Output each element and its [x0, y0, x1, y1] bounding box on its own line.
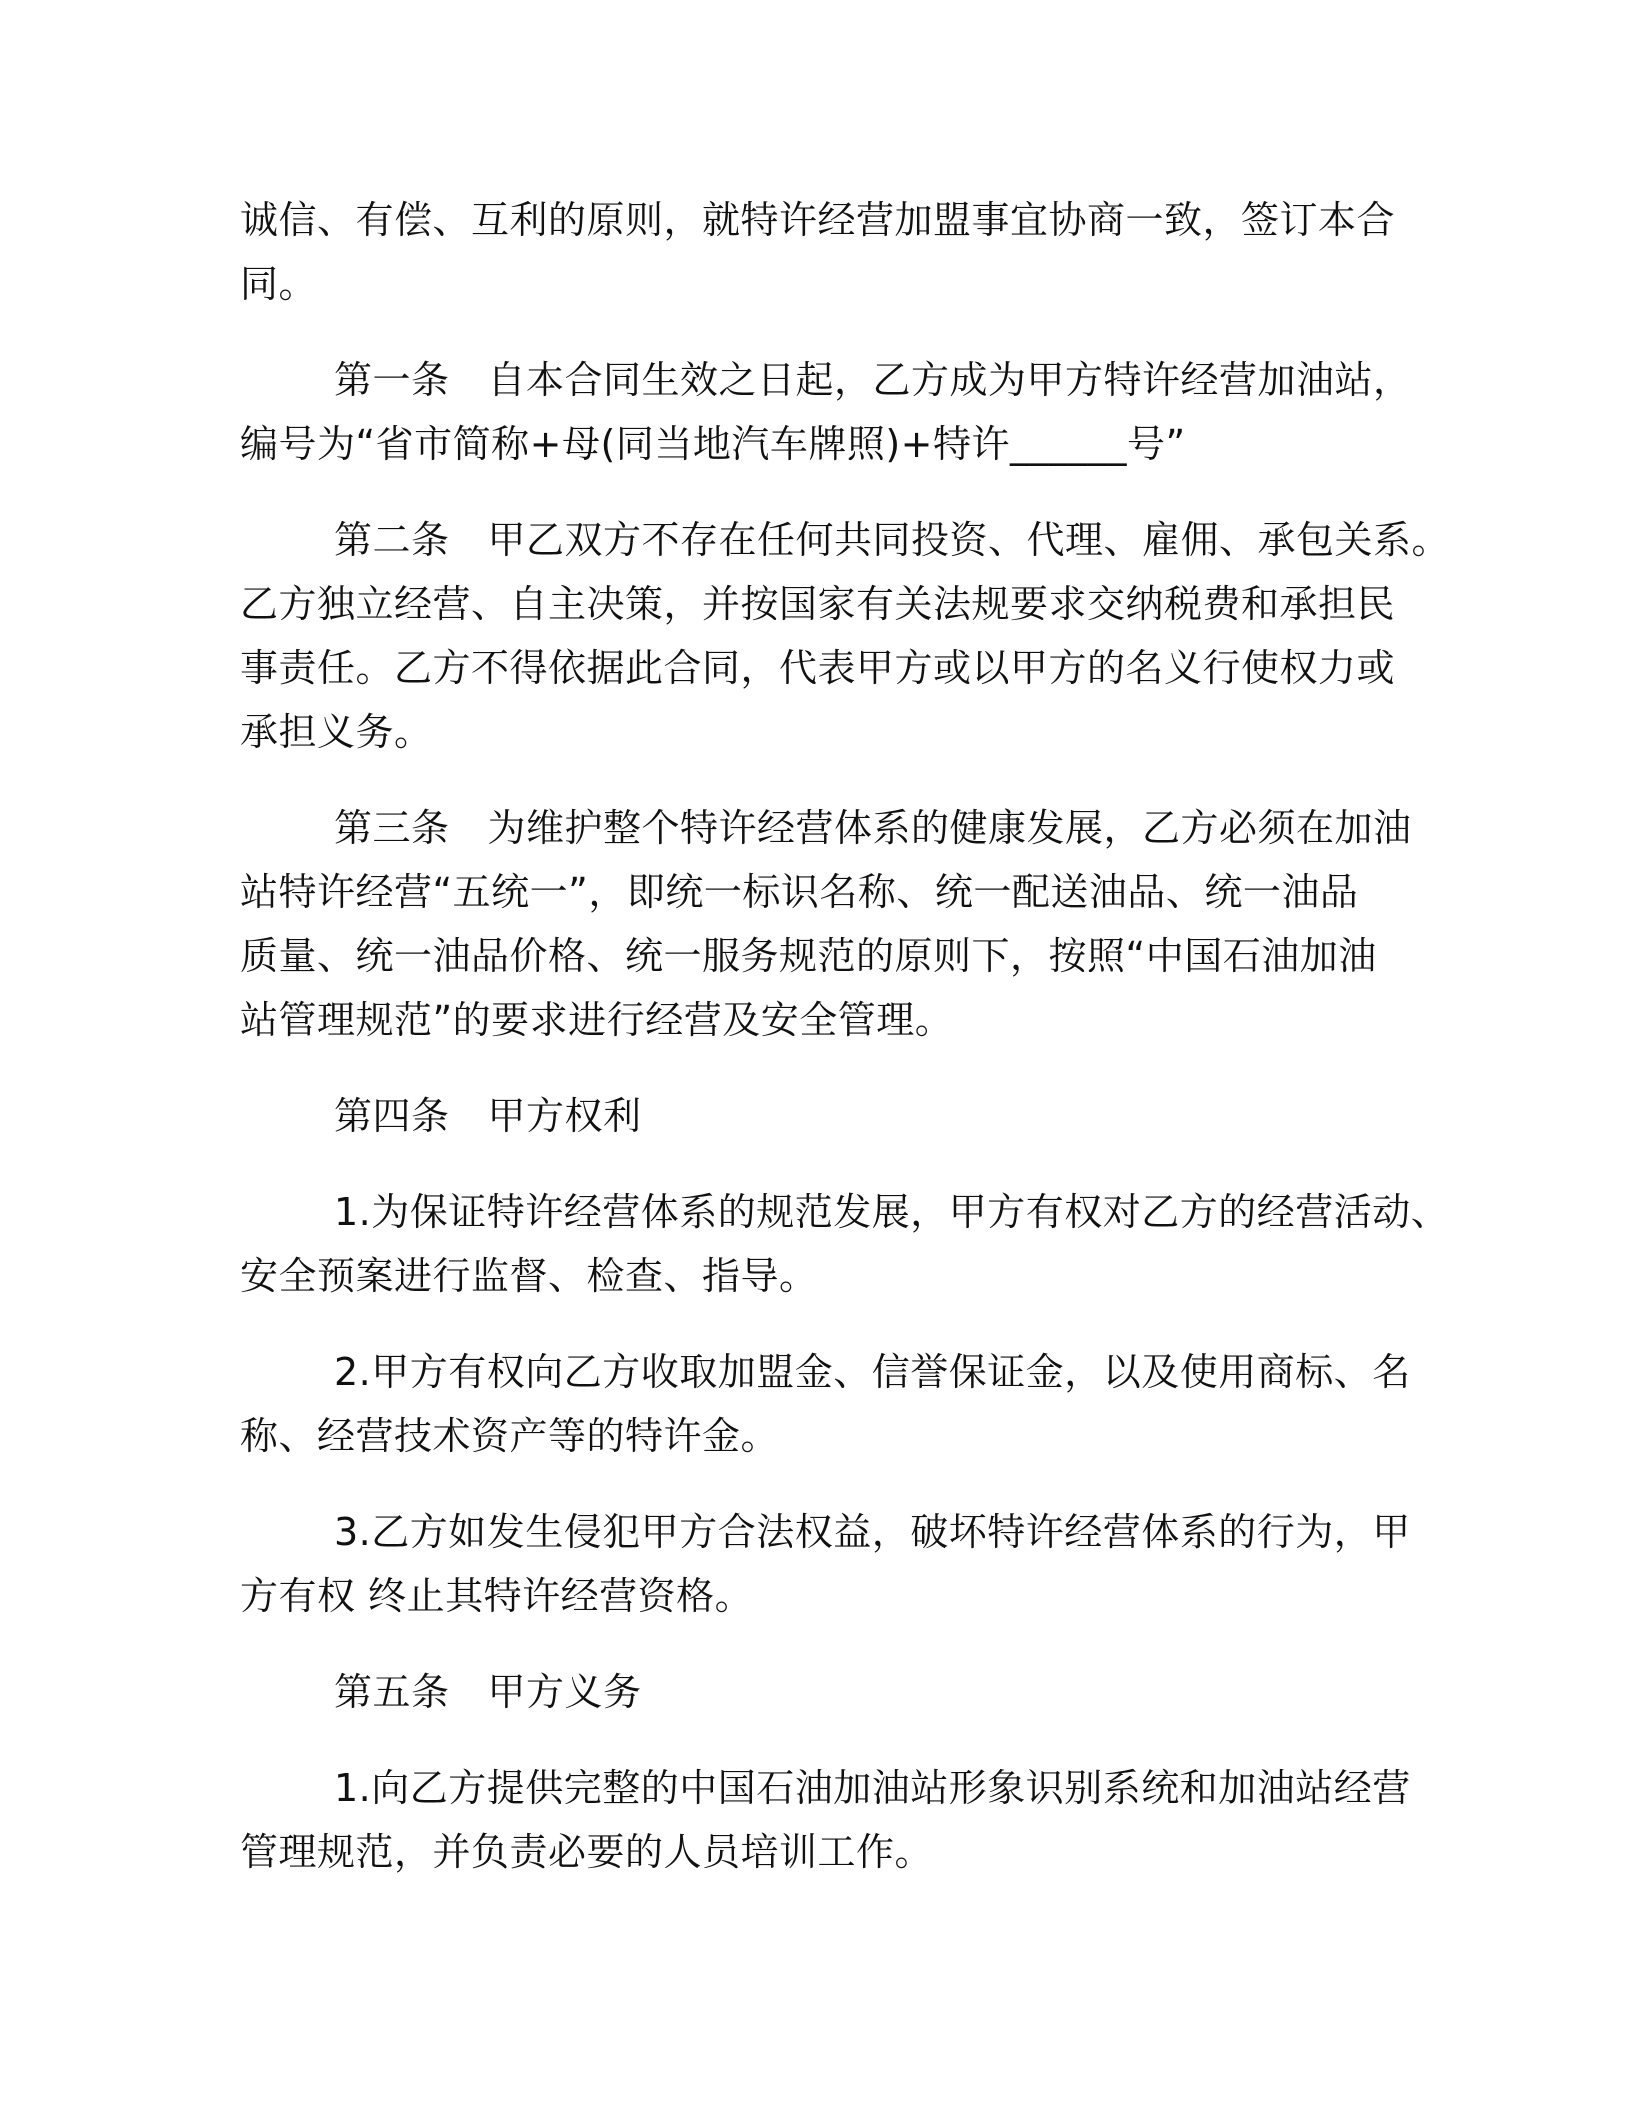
article-3-line-4: 站管理规范”的要求进行经营及安全管理。: [240, 998, 954, 1042]
article-3-text-1: 为维护整个特许经营体系的健康发展，乙方必须在加油: [487, 806, 1412, 850]
article-4-item-2-line-1: 2.甲方有权向乙方收取加盟金、信誉保证金，以及使用商标、名: [334, 1350, 1411, 1394]
article-4-heading: [334, 1092, 642, 1140]
article-4-item-2-line-2: 称、经营技术资产等的特许金。: [240, 1414, 780, 1458]
article-5-title: 甲方义务: [487, 1670, 642, 1714]
article-1-text-1: 自本合同生效之日起，乙方成为甲方特许经营加油站，: [487, 358, 1412, 402]
article-4-item-1-line-1: 1.为保证特许经营体系的规范发展，甲方有权对乙方的经营活动、: [334, 1190, 1450, 1234]
article-2-line-3: 事责任。乙方不得依据此合同，代表甲方或以甲方的名义行使权力或: [240, 646, 1396, 690]
intro-line-1: 诚信、有偿、互利的原则，就特许经营加盟事宜协商一致，签订本合: [240, 198, 1396, 242]
article-4-title: 甲方权利: [487, 1094, 642, 1138]
article-1-line-1: [334, 356, 1412, 404]
intro-line-2: 同。: [240, 262, 318, 306]
article-2-line-2: 乙方独立经营、自主决策，并按国家有关法规要求交纳税费和承担民: [240, 582, 1396, 626]
article-3-number: 第三条: [334, 806, 450, 850]
article-4-item-3-line-1: 3.乙方如发生侵犯甲方合法权益，破坏特许经营体系的行为，甲: [334, 1510, 1411, 1554]
article-5-number: 第五条: [334, 1670, 450, 1714]
article-5-item-1-line-2: 管理规范，并负责必要的人员培训工作。: [240, 1830, 934, 1874]
article-2-text-1: 甲乙双方不存在任何共同投资、代理、雇佣、承包关系。: [487, 518, 1451, 562]
article-3-line-1: [334, 804, 1412, 852]
article-4-item-3-line-2: 方有权 终止其特许经营资格。: [240, 1574, 754, 1618]
article-4-item-1-line-2: 安全预案进行监督、检查、指导。: [240, 1254, 818, 1298]
article-5-item-1-line-1: 1.向乙方提供完整的中国石油加油站形象识别系统和加油站经营: [334, 1766, 1411, 1810]
article-1-number: 第一条: [334, 358, 450, 402]
article-3-line-2: 站特许经营“五统一”，即统一标识名称、统一配送油品、统一油品: [240, 870, 1359, 914]
article-2-line-4: 承担义务。: [240, 710, 433, 754]
article-2-number: 第二条: [334, 518, 450, 562]
article-4-number: 第四条: [334, 1094, 450, 1138]
article-5-heading: [334, 1668, 642, 1716]
article-3-line-3: 质量、统一油品价格、统一服务规范的原则下，按照“中国石油加油: [240, 934, 1377, 978]
article-2-line-1: [334, 516, 1450, 564]
article-1-line-2: 编号为“省市简称+母(同当地汽车牌照)+特许______号”: [240, 422, 1186, 466]
